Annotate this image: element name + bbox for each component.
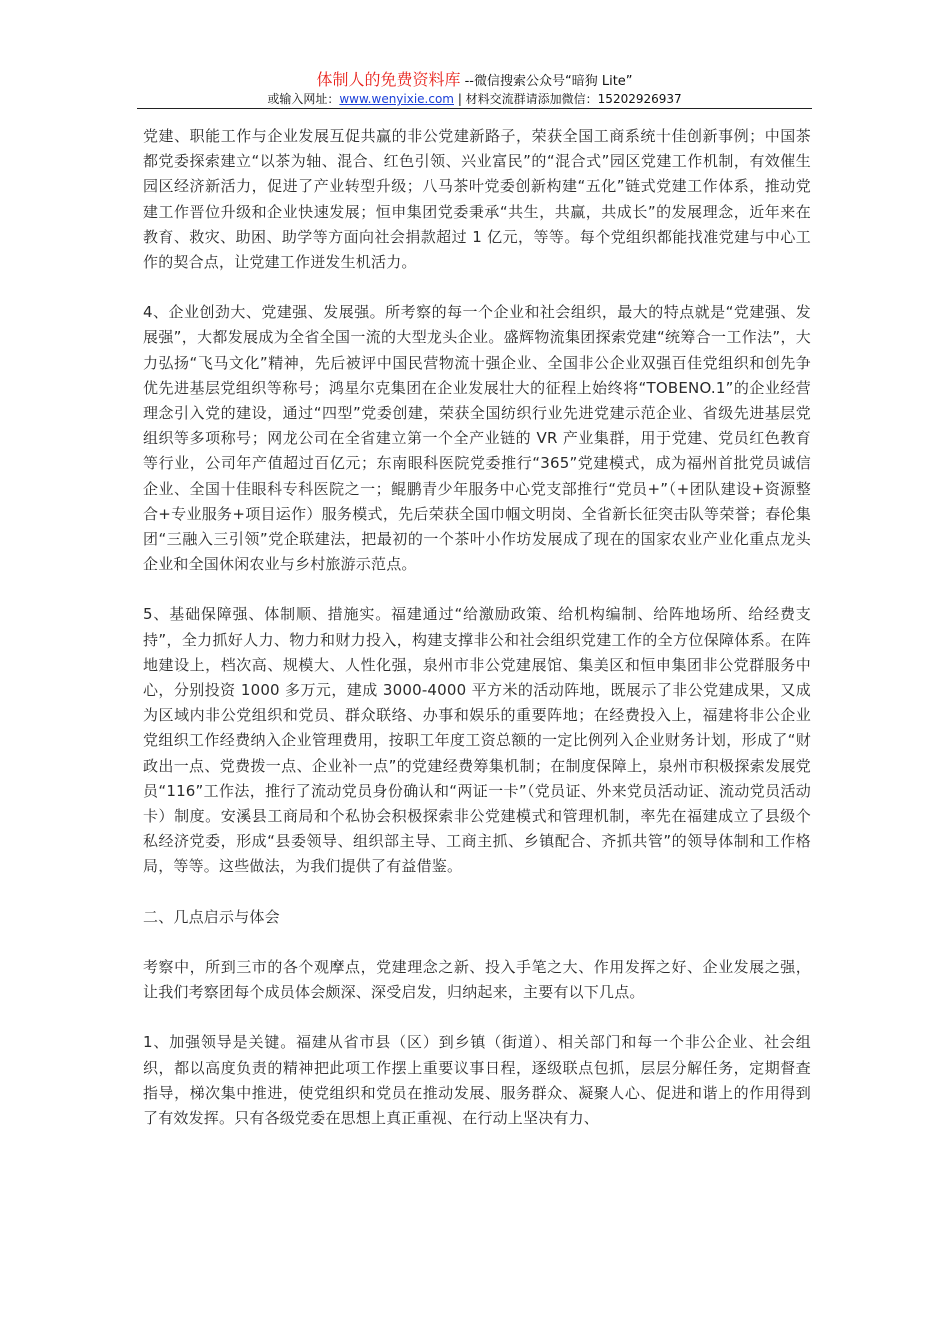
header-url-link[interactable]: www.wenyixie.com bbox=[339, 92, 454, 106]
section-heading: 二、几点启示与体会 bbox=[143, 907, 280, 926]
header-divider bbox=[137, 108, 812, 109]
header-banner bbox=[137, 70, 812, 90]
header-url-prefix: 或输入网址： bbox=[267, 92, 340, 106]
document-body bbox=[143, 124, 811, 1156]
paragraph: 考察中，所到三市的各个观摩点，党建理念之新、投入手笔之大、作用发挥之好、企业发展之强，让我们考察团每个成员体会颇深、深受启发，归纳起来，主要有以下几点。 bbox=[143, 957, 811, 1002]
paragraph: 5、基础保障强、体制顺、措施实。福建通过“给激励政策、给机构编制、给阵地场所、给经费支持”，全力抓好人力、物力和财力投入，构建支撑非公和社会组织党建工作的全方位保障体系。在阵地建设上，档次高、规模大、人性化强，泉州市非公党建展馆、集美区和恒申集团非公党群服务中心，分别投资 1000 多万元，建成 3000-4000 平方米的活动阵地，既展示了非公党建成果，又成为区域内非公党组织和党员、群众联络、办事和娱乐的重要阵地；在经费投入上，福建将非公企业党组织工作经费纳入企业管理费用，按职工年度工资总额的一定比例列入企业财务计划，形成了“财政出一点、党费拨一点、企业补一点”的党建经费筹集机制；在制度保障上，泉州市积极探索发展党员“116”工作法，推行了流动党员身份确认和“两证一卡”（党员证、外来党员活动证、流动党员活动卡）制度。安溪县工商局和个私协会积极探索非公党建模式和管理机制，率先在福建成立了县级个私经济党委，形成“县委领导、组织部主导、工商主抓、乡镇配合、齐抓共管”的领导体制和工作格局，等等。这些做法，为我们提供了有益借鉴。 bbox=[143, 605, 811, 876]
header-contact-suffix: | 材料交流群请添加微信：15202926937 bbox=[454, 92, 682, 106]
paragraph: 党建、职能工作与企业发展互促共赢的非公党建新路子，荣获全国工商系统十佳创新事例；中国茶都党委探索建立“以茶为轴、混合、红色引领、兴业富民”的“混合式”园区党建工作机制，有效催生园区经济新活力，促进了产业转型升级；八马茶叶党委创新构建“五化”链式党建工作体系，推动党建工作晋位升级和企业快速发展；恒申集团党委秉承“共生，共赢，共成长”的发展理念，近年来在教育、救灾、助困、助学等方面向社会捐款超过 1 亿元，等等。每个党组织都能找准党建与中心工作的契合点，让党建工作迸发生机活力。 bbox=[143, 127, 811, 272]
header-contact bbox=[137, 90, 812, 108]
paragraph: 1、加强领导是关键。福建从省市县（区）到乡镇（街道）、相关部门和每一个非公企业、社会组织，都以高度负责的精神把此项工作摆上重要议事日程，逐级联点包抓，层层分解任务，定期督查指导，梯次集中推进，使党组织和党员在推动发展、服务群众、凝聚人心、促进和谐上的作用得到了有效发挥。只有各级党委在思想上真正重视、在行动上坚决有力、 bbox=[143, 1033, 811, 1127]
header-brand: 体制人的免费资料库 bbox=[316, 70, 461, 89]
paragraph: 4、企业创劲大、党建强、发展强。所考察的每一个企业和社会组织，最大的特点就是“党建强、发展强”，大都发展成为全省全国一流的大型龙头企业。盛辉物流集团探索党建“统筹合一工作法”，大力弘扬“飞马文化”精神，先后被评中国民营物流十强企业、全国非公企业双强百佳党组织和创先争优先进基层党组织等称号；鸿星尔克集团在企业发展壮大的征程上始终将“TOBENO.1”的企业经营理念引入党的建设，通过“四型”党委创建，荣获全国纺织行业先进党建示范企业、省级先进基层党组织等多项称号；网龙公司在全省建立第一个全产业链的 VR 产业集群，用于党建、党员红色教育等行业，公司年产值超过百亿元；东南眼科医院党委推行“365”党建模式，成为福州首批党员诚信企业、全国十佳眼科专科医院之一；鲲鹏青少年服务中心党支部推行“党员+”（+团队建设+资源整合+专业服务+项目运作）服务模式，先后荣获全国巾帼文明岗、全省新长征突击队等荣誉；春伦集团“三融入三引领”党企联建法，把最初的一个茶叶小作坊发展成了现在的国家农业产业化重点龙头企业和全国休闲农业与乡村旅游示范点。 bbox=[143, 303, 811, 574]
header-tagline: --微信搜索公众号“暗狗 Lite” bbox=[460, 74, 633, 89]
page-header bbox=[137, 70, 812, 108]
